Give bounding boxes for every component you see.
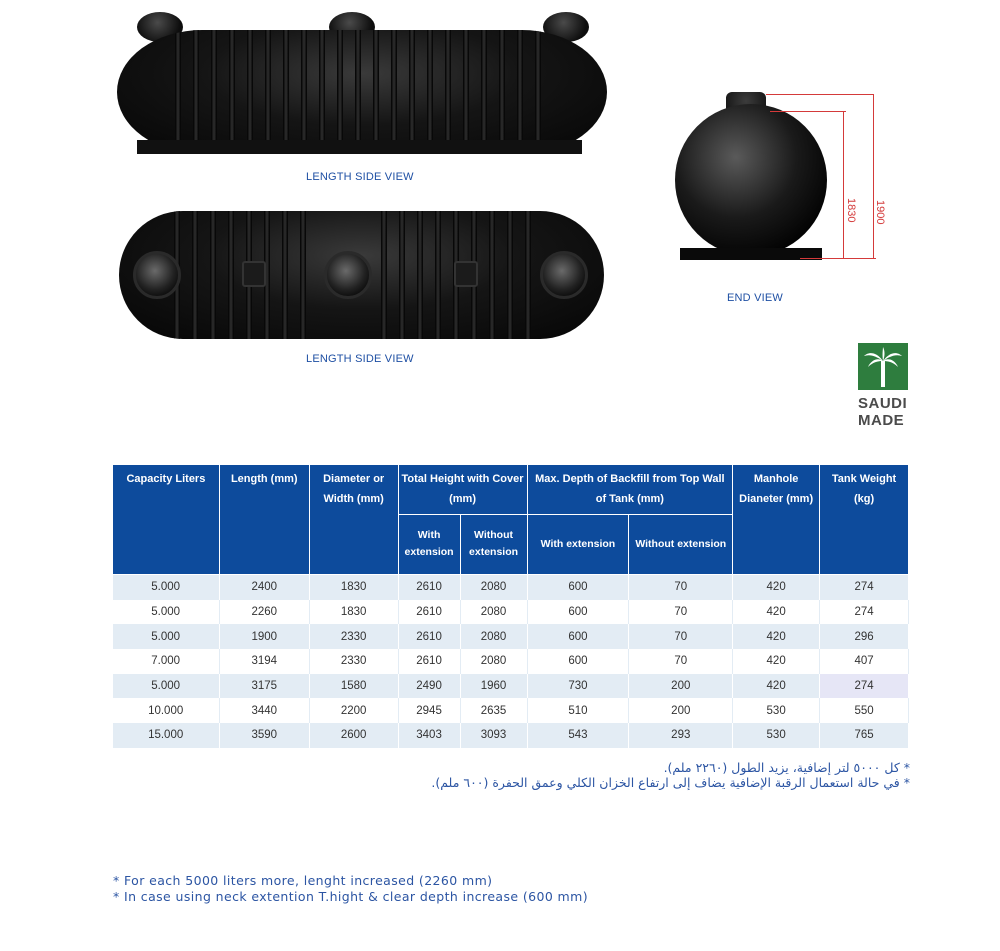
- tank-body: [117, 30, 607, 154]
- cell-diameter: 1580: [309, 674, 398, 699]
- note-english-extension: * In case using neck extention T.hight & clear depth increase (600 mm): [113, 889, 588, 904]
- cell-height-without-ext: 2080: [460, 624, 527, 649]
- cell-capacity: 10.000: [113, 698, 220, 723]
- header-max-depth: Max. Depth of Backfill from Top Wall of Tank (mm): [527, 465, 733, 515]
- cell-diameter: 1830: [309, 600, 398, 625]
- tank-side-view-top: [117, 12, 607, 157]
- cell-length: 3194: [219, 649, 309, 674]
- header-capacity: Capacity Liters: [113, 465, 220, 575]
- note-arabic-length: * كل ٥٠٠٠ لتر إضافية، يزيد الطول (٢٢٦٠ ملم).: [663, 760, 910, 775]
- cell-height-with-ext: 2610: [398, 649, 460, 674]
- cell-height-without-ext: 2080: [460, 575, 527, 600]
- dimension-outer-label: 1900: [874, 200, 886, 225]
- tank-base: [137, 140, 582, 154]
- side-view-caption-bottom: LENGTH SIDE VIEW: [306, 353, 414, 365]
- note-english-length: * For each 5000 liters more, lenght increased (2260 mm): [113, 873, 493, 888]
- cell-manhole: 420: [733, 624, 820, 649]
- tank-end-view: [670, 90, 890, 265]
- cell-diameter: 1830: [309, 575, 398, 600]
- cell-capacity: 15.000: [113, 723, 220, 748]
- cell-capacity: 5.000: [113, 624, 220, 649]
- cell-length: 2400: [219, 575, 309, 600]
- cell-height-with-ext: 2610: [398, 575, 460, 600]
- cell-weight: 407: [820, 649, 909, 674]
- cell-weight: 274: [820, 575, 909, 600]
- cell-capacity: 5.000: [113, 600, 220, 625]
- cell-capacity: 7.000: [113, 649, 220, 674]
- cell-depth-without-ext: 70: [629, 624, 733, 649]
- cell-capacity: 5.000: [113, 674, 220, 699]
- cell-diameter: 2600: [309, 723, 398, 748]
- cell-diameter: 2330: [309, 649, 398, 674]
- cell-manhole: 420: [733, 649, 820, 674]
- cell-height-with-ext: 3403: [398, 723, 460, 748]
- saudi-made-line2: MADE: [858, 412, 905, 429]
- cell-weight: 274: [820, 600, 909, 625]
- header-depth-with-extension: With extension: [527, 514, 629, 574]
- specifications-table: [112, 464, 909, 748]
- cell-manhole: 530: [733, 698, 820, 723]
- cell-manhole: 420: [733, 674, 820, 699]
- cell-depth-with-ext: 600: [527, 649, 629, 674]
- cell-diameter: 2200: [309, 698, 398, 723]
- cell-length: 1900: [219, 624, 309, 649]
- header-manhole: Manhole Dianeter (mm): [733, 465, 820, 575]
- cell-depth-without-ext: 70: [629, 575, 733, 600]
- saudi-made-line1: SAUDI: [858, 395, 908, 412]
- note-arabic-extension: * في حالة استعمال الرقبة الإضافية يضاف إلى ارتفاع الخزان الكلي وعمق الحفرة (٦٠٠ ملم).: [431, 775, 910, 790]
- header-diameter: Diameter or Width (mm): [309, 465, 398, 575]
- cell-depth-with-ext: 600: [527, 575, 629, 600]
- cell-depth-with-ext: 510: [527, 698, 629, 723]
- cell-depth-with-ext: 730: [527, 674, 629, 699]
- cell-depth-without-ext: 70: [629, 649, 733, 674]
- table-row: [113, 575, 909, 600]
- end-view-caption: END VIEW: [727, 292, 783, 304]
- cell-manhole: 530: [733, 723, 820, 748]
- cell-length: 3440: [219, 698, 309, 723]
- table-row: [113, 674, 909, 699]
- cell-height-without-ext: 2080: [460, 600, 527, 625]
- cell-manhole: 420: [733, 575, 820, 600]
- cell-height-with-ext: 2610: [398, 624, 460, 649]
- cell-capacity: 5.000: [113, 575, 220, 600]
- cell-height-without-ext: 1960: [460, 674, 527, 699]
- cell-depth-without-ext: 200: [629, 698, 733, 723]
- end-view-tank: [675, 104, 827, 256]
- cell-length: 3175: [219, 674, 309, 699]
- header-total-height: Total Height with Cover (mm): [398, 465, 527, 515]
- cell-height-without-ext: 3093: [460, 723, 527, 748]
- header-length: Length (mm): [219, 465, 309, 575]
- cell-height-without-ext: 2080: [460, 649, 527, 674]
- cell-manhole: 420: [733, 600, 820, 625]
- header-depth-without-extension: Without extension: [629, 514, 733, 574]
- table-row: [113, 723, 909, 748]
- cell-height-with-ext: 2610: [398, 600, 460, 625]
- table-row: [113, 624, 909, 649]
- cell-height-with-ext: 2945: [398, 698, 460, 723]
- cell-weight: 765: [820, 723, 909, 748]
- manhole-port-center: [324, 251, 372, 299]
- cell-height-without-ext: 2635: [460, 698, 527, 723]
- dimension-inner-label: 1830: [845, 198, 857, 223]
- side-view-caption-top: LENGTH SIDE VIEW: [306, 171, 414, 183]
- cell-weight: 296: [820, 624, 909, 649]
- tank-side-view-bottom: [119, 211, 604, 339]
- cell-depth-without-ext: 200: [629, 674, 733, 699]
- cell-depth-with-ext: 543: [527, 723, 629, 748]
- table-row: [113, 649, 909, 674]
- cell-depth-without-ext: 70: [629, 600, 733, 625]
- cell-depth-with-ext: 600: [527, 624, 629, 649]
- cell-weight: 550: [820, 698, 909, 723]
- cell-weight: 274: [820, 674, 909, 699]
- cell-length: 3590: [219, 723, 309, 748]
- table-row: [113, 600, 909, 625]
- cell-depth-with-ext: 600: [527, 600, 629, 625]
- table-row: [113, 698, 909, 723]
- cell-length: 2260: [219, 600, 309, 625]
- cell-depth-without-ext: 293: [629, 723, 733, 748]
- saudi-made-palm-icon: [858, 343, 908, 390]
- manhole-port-right: [540, 251, 588, 299]
- cell-diameter: 2330: [309, 624, 398, 649]
- fitting-square-left: [242, 261, 266, 287]
- cell-height-with-ext: 2490: [398, 674, 460, 699]
- fitting-square-right: [454, 261, 478, 287]
- header-weight: Tank Weight (kg): [820, 465, 909, 575]
- header-height-with-extension: With extension: [398, 514, 460, 574]
- manhole-port-left: [133, 251, 181, 299]
- header-height-without-extension: Without extension: [460, 514, 527, 574]
